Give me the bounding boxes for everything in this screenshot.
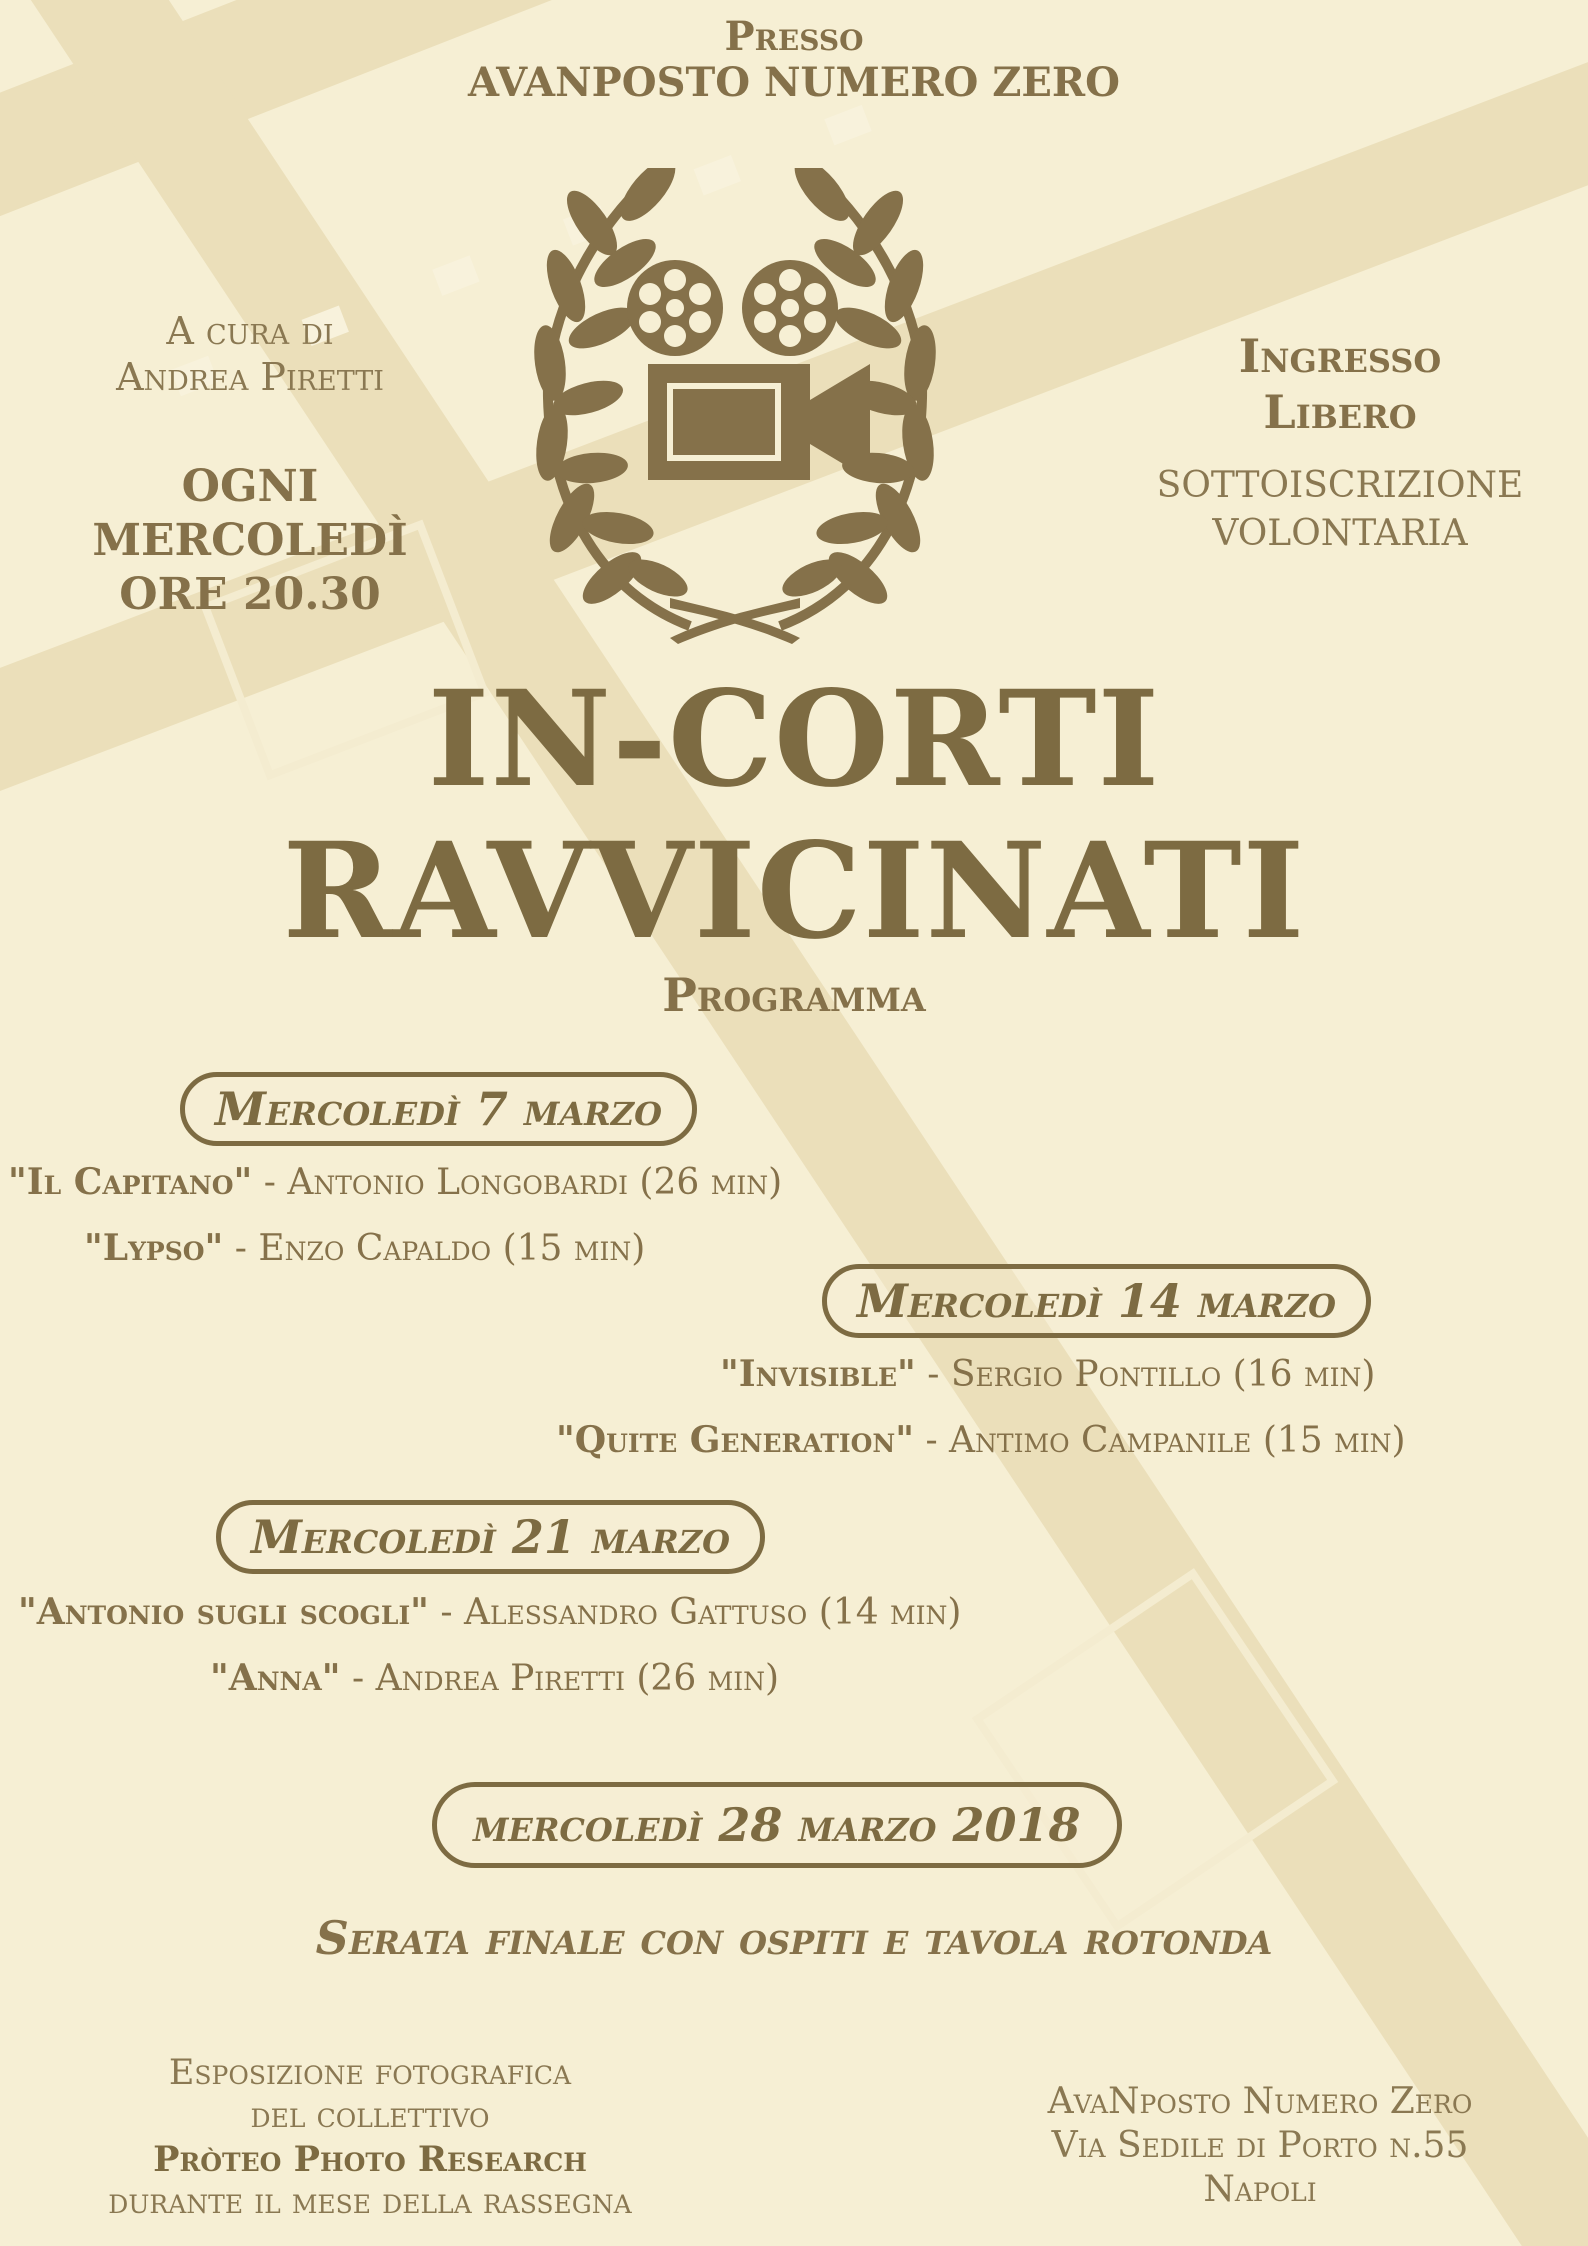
address-venue: AvaNposto Numero Zero (1047, 2081, 1473, 2122)
film-title: "Lypso" (84, 1227, 224, 1269)
movie-camera-icon (627, 260, 870, 480)
film-row (18, 1590, 961, 1635)
exhibition-line4: durante il mese della rassegna (108, 2182, 632, 2222)
curator-block (40, 308, 460, 400)
film-title: "Antonio sugli scogli" (18, 1591, 429, 1633)
film-row (8, 1160, 782, 1205)
entry-line2: Libero (1263, 385, 1417, 439)
film-title: "Anna" (210, 1657, 341, 1699)
presso-label: Presso (724, 13, 864, 60)
film-director: - Antimo Campanile (15 min) (914, 1420, 1406, 1461)
program-label: Programma (662, 968, 926, 1022)
film-director: - Alessandro Gattuso (14 min) (428, 1592, 962, 1633)
donation-line1: SOTTOISCRIZIONE (1156, 465, 1524, 506)
schedule-block (20, 460, 480, 622)
film-title: "Invisible" (720, 1353, 916, 1395)
date-badge-3: Mercoledì 21 marzo (216, 1500, 765, 1574)
venue-header (344, 14, 1244, 106)
address-block (960, 2080, 1560, 2212)
date-badge-2: Mercoledì 14 marzo (822, 1264, 1371, 1338)
title-line2: RAVVICINATI (282, 814, 1306, 969)
film-director: - Antonio Longobardi (26 min) (252, 1162, 783, 1203)
address-street: Via Sedile di Porto n.55 (1051, 2125, 1469, 2166)
film-director: - Andrea Piretti (26 min) (340, 1658, 780, 1699)
entry-line1: Ingresso (1238, 329, 1442, 383)
film-title: "Il Capitano" (8, 1161, 253, 1203)
exhibition-line2: del collettivo (250, 2096, 490, 2136)
donation-line2: VOLONTARIA (1212, 513, 1468, 554)
date-badge-final: mercoledì 28 marzo 2018 (432, 1782, 1122, 1868)
exhibition-line1: Esposizione fotografica (168, 2053, 572, 2093)
main-title (160, 664, 1428, 968)
film-row (720, 1352, 1375, 1397)
schedule-day: OGNI MERCOLEDÌ (92, 461, 408, 566)
title-line1: IN-CORTI (427, 662, 1161, 817)
film-row (84, 1226, 645, 1271)
exhibition-collective: Pròteo Photo Research (153, 2139, 587, 2180)
curator-name: Andrea Piretti (116, 355, 384, 399)
film-director: - Enzo Capaldo (15 min) (223, 1228, 646, 1269)
film-row (210, 1656, 779, 1701)
film-director: - Sergio Pontillo (16 min) (915, 1354, 1376, 1395)
exhibition-block (10, 2052, 730, 2224)
curator-label: A cura di (166, 309, 334, 353)
film-row (556, 1418, 1406, 1463)
final-evening-text: Serata finale con ospiti e tavola rotonda (315, 1911, 1273, 1965)
entry-block (1130, 328, 1550, 440)
venue-name: AVANPOSTO NUMERO ZERO (468, 59, 1120, 106)
laurel-wreath-icon (530, 168, 940, 644)
address-city: Napoli (1203, 2169, 1317, 2210)
schedule-time: ORE 20.30 (119, 569, 381, 620)
date-badge-1: Mercoledì 7 marzo (180, 1072, 697, 1146)
film-title: "Quite Generation" (556, 1419, 914, 1461)
donation-note (1120, 462, 1560, 558)
